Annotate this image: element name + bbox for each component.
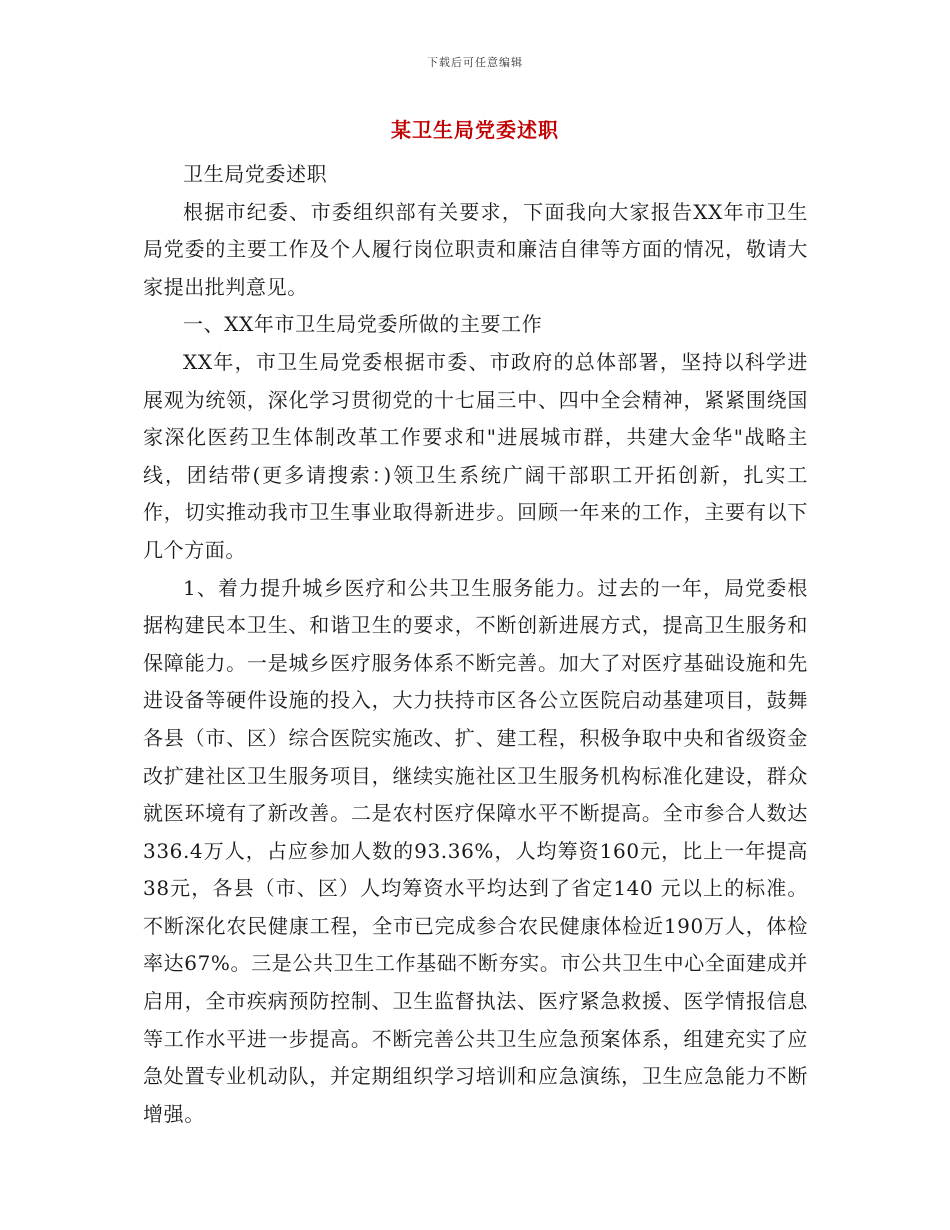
paragraph-intro: 根据市纪委、市委组织部有关要求，下面我向大家报告XX年市卫生局党委的主要工作及个人履行岗位职责和廉洁自律等方面的情况，敬请大家提出批判意见。 [143, 199, 808, 299]
paragraph-subtitle: 卫生局党委述职 [183, 162, 328, 186]
document-title: 某卫生局党委述职 [391, 118, 559, 142]
section-heading: 一、XX年市卫生局党委所做的主要工作 [183, 312, 543, 337]
document-body [143, 156, 808, 1133]
paragraph-overview: XX年，市卫生局党委根据市委、市政府的总体部署，坚持以科学进展观为统领，深化学习贯彻党的十七届三中、四中全会精神，紧紧围绕国家深化医药卫生体制改革工作要求和"进展城市群，共建大金华"战略主线，团结带(更多请搜索：)领卫生系统广阔干部职工开拓创新，扎实工作，切实推动我市卫生事业取得新进步。回顾一年来的工作，主要有以下几个方面。 [143, 349, 808, 562]
header-note: 下载后可任意编辑 [427, 56, 523, 69]
paragraph-item-1: 1、着力提升城乡医疗和公共卫生服务能力。过去的一年，局党委根据构建民本卫生、和谐卫生的要求，不断创新进展方式，提高卫生服务和保障能力。一是城乡医疗服务体系不断完善。加大了对医疗基础设施和先进设备等硬件设施的投入，大力扶持市区各公立医院启动基建项目，鼓舞各县（市、区）综合医院实施改、扩、建工程，积极争取中央和省级资金改扩建社区卫生服务项目，继续实施社区卫生服务机构标准化建设，群众就医环境有了新改善。二是农村医疗保障水平不断提高。全市参合人数达336.4万人，占应参加人数的93.36%，人均筹资160元，比上一年提高38元，各县（市、区）人均筹资水平均达到了省定140 元以上的标准。不断深化农民健康工程，全市已完成参合农民健康体检近190万人，体检率达67%。三是公共卫生工作基础不断夯实。市公共卫生中心全面建成并启用，全市疾病预防控制、卫生监督执法、医疗紧急救援、医学情报信息等工作水平进一步提高。不断完善公共卫生应急预案体系，组建充实了应急处置专业机动队，并定期组织学习培训和应急演练，卫生应急能力不断增强。 [143, 575, 808, 1126]
